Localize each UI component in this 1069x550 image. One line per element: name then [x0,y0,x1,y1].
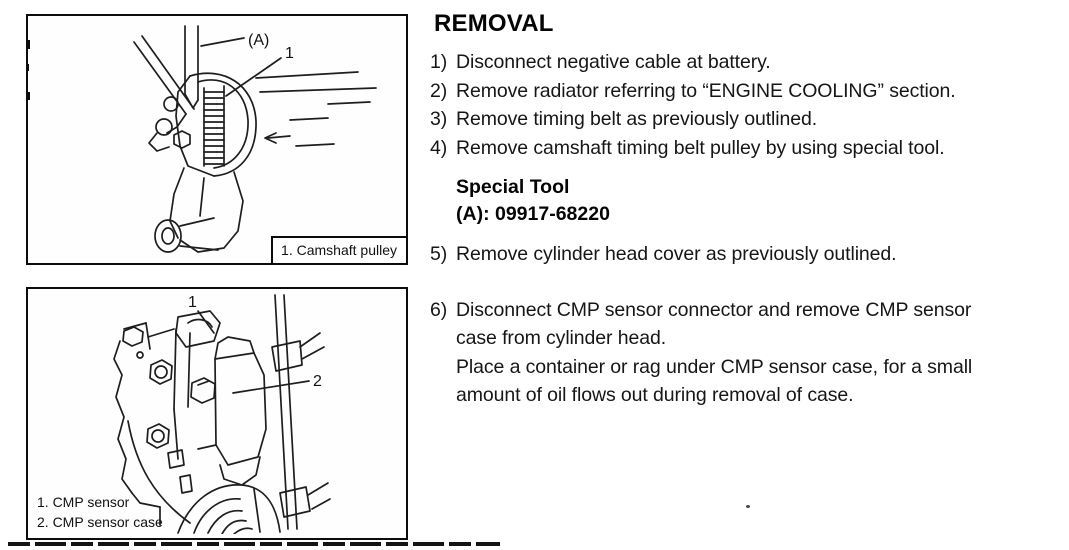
step-4-text: Remove camshaft timing belt pulley by using special tool. [456,136,945,159]
step-3-text: Remove timing belt as previously outlined. [456,108,818,130]
scan-artifact-dot [746,505,750,508]
figure-cmp-sensor [26,287,408,540]
scan-blob [26,64,29,71]
legend-item-cmp-sensor-case: 2. CMP sensor case [37,513,163,530]
step-3-number: 3) [430,108,448,130]
special-tool-block [456,174,1030,228]
step-1 [430,48,1030,77]
step-2-number: 2) [430,79,448,102]
step-6-number: 6) [430,298,448,321]
step-5 [430,240,1030,269]
step-2-text: Remove radiator referring to “ENGINE COOLING” section. [456,79,956,102]
step-6 [430,296,1030,410]
figure-camshaft-pulley [26,14,408,265]
step-5-number: 5) [430,243,448,265]
figure2-legend [37,493,163,532]
figure2-label-1: 1 [188,294,197,311]
procedure-text-column [430,10,1030,410]
figure1-label-1: 1 [285,45,294,62]
step-1-text: Disconnect negative cable at battery. [456,51,771,73]
figure2-label-2: 2 [313,373,322,390]
step-3 [430,105,1030,134]
scan-blob [26,40,30,49]
step-6-note: Place a container or rag under CMP sensor case, for a small amount of oil flows out during removal of case. [456,355,973,406]
special-tool-code: (A): 09917-68220 [456,203,610,225]
step-5-text: Remove cylinder head cover as previously outlined. [456,243,897,265]
legend-item-cmp-sensor: 1. CMP sensor [37,494,130,511]
step-1-number: 1) [430,51,448,73]
scan-blob [26,92,30,100]
camshaft-pulley-drawing [28,16,402,259]
step-6-text: Disconnect CMP sensor connector and remove CMP sensor case from cylinder head. [456,298,972,349]
step-4-number: 4) [430,136,448,159]
figure1-label-tool-A: (A) [248,32,270,49]
step-6-body [456,296,1016,410]
step-4 [430,134,1030,163]
section-heading: REMOVAL [434,10,554,37]
special-tool-title: Special Tool [456,176,570,198]
scan-artifact-line [8,542,500,546]
step-2 [430,77,1030,106]
figure1-caption: 1. Camshaft pulley [271,236,406,263]
